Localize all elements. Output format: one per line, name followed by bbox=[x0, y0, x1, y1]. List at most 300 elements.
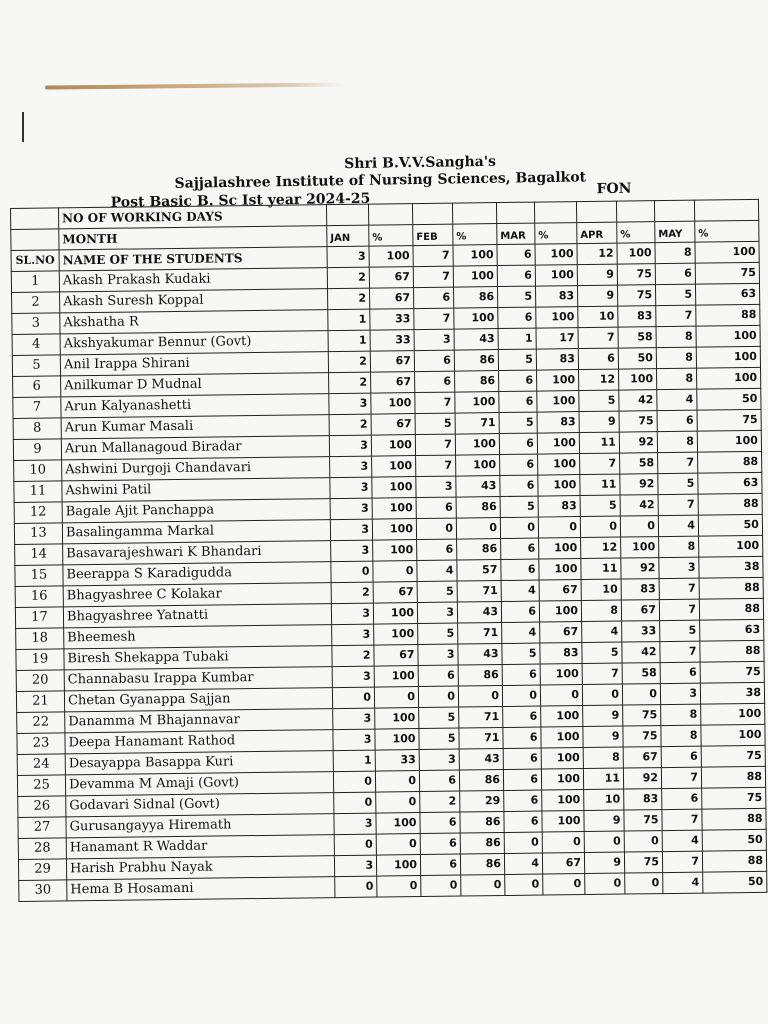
student-name: Bhagyashree C Kolakar bbox=[63, 583, 331, 607]
attendance-days: 5 bbox=[419, 728, 459, 749]
attendance-days: 5 bbox=[418, 623, 458, 644]
working-days-count: 12 bbox=[577, 243, 617, 264]
student-name: Beerappa S Karadigudda bbox=[63, 562, 331, 586]
attendance-percent: 58 bbox=[618, 327, 656, 348]
attendance-percent: 86 bbox=[454, 350, 498, 372]
attendance-percent: 17 bbox=[536, 328, 578, 350]
attendance-days: 6 bbox=[420, 833, 460, 854]
attendance-days: 3 bbox=[330, 519, 372, 541]
attendance-percent: 75 bbox=[617, 285, 655, 306]
serial-number: 25 bbox=[17, 775, 65, 797]
serial-number: 4 bbox=[12, 334, 60, 356]
attendance-days: 6 bbox=[657, 410, 697, 431]
attendance-percent: 86 bbox=[460, 833, 504, 855]
fon-tag: FON bbox=[596, 180, 632, 198]
attendance-days: 0 bbox=[584, 831, 624, 852]
attendance-percent: 75 bbox=[700, 661, 764, 683]
pen-stroke-mark bbox=[45, 82, 345, 89]
attendance-percent: 75 bbox=[624, 810, 662, 831]
working-days-percent: 100 bbox=[695, 241, 759, 263]
attendance-percent: 83 bbox=[535, 286, 577, 308]
attendance-days: 9 bbox=[577, 264, 617, 285]
attendance-percent: 86 bbox=[453, 287, 497, 309]
attendance-percent: 100 bbox=[538, 475, 580, 497]
attendance-days: 0 bbox=[335, 876, 377, 898]
attendance-days: 7 bbox=[413, 266, 453, 287]
name-header: NAME OF THE STUDENTS bbox=[59, 247, 327, 271]
attendance-percent: 71 bbox=[459, 707, 503, 729]
attendance-percent: 43 bbox=[454, 329, 498, 351]
attendance-days: 3 bbox=[419, 749, 459, 770]
attendance-percent: 100 bbox=[541, 748, 583, 770]
attendance-percent: 100 bbox=[372, 477, 416, 499]
attendance-percent: 0 bbox=[461, 875, 505, 897]
attendance-percent: 100 bbox=[696, 325, 760, 347]
attendance-percent: 33 bbox=[375, 750, 419, 772]
attendance-days: 0 bbox=[505, 874, 543, 895]
attendance-days: 3 bbox=[330, 456, 372, 478]
attendance-percent: 0 bbox=[377, 876, 421, 898]
attendance-percent: 88 bbox=[699, 598, 763, 620]
attendance-percent: 42 bbox=[619, 390, 657, 411]
institute-name: Sajjalashree Institute of Nursing Sciences, Bagalkot bbox=[174, 169, 587, 192]
attendance-percent: 100 bbox=[619, 369, 657, 390]
attendance-days: 4 bbox=[502, 622, 540, 643]
attendance-percent: 83 bbox=[538, 496, 580, 518]
attendance-percent: 100 bbox=[372, 456, 416, 478]
serial-number: 27 bbox=[18, 817, 66, 839]
course-year-text: Post Basic B. Sc Ist year 2024-25 bbox=[110, 190, 371, 211]
attendance-percent: 0 bbox=[376, 834, 420, 856]
attendance-percent: 67 bbox=[370, 288, 414, 310]
blank-cell bbox=[11, 208, 59, 230]
serial-number: 23 bbox=[17, 733, 65, 755]
attendance-percent: 67 bbox=[621, 600, 659, 621]
attendance-percent: 83 bbox=[540, 643, 582, 665]
attendance-days: 0 bbox=[500, 517, 538, 538]
serial-number: 11 bbox=[14, 481, 62, 503]
serial-number: 26 bbox=[18, 796, 66, 818]
serial-number: 1 bbox=[11, 271, 59, 293]
attendance-days: 8 bbox=[659, 536, 699, 557]
working-days-count: 6 bbox=[497, 244, 535, 265]
margin-bracket-mark bbox=[22, 112, 24, 142]
attendance-days: 6 bbox=[497, 265, 535, 286]
attendance-days: 6 bbox=[416, 497, 456, 518]
attendance-days: 4 bbox=[663, 872, 703, 893]
attendance-days: 9 bbox=[577, 285, 617, 306]
attendance-percent: 100 bbox=[455, 392, 499, 414]
blank-cell bbox=[452, 203, 496, 225]
attendance-days: 8 bbox=[656, 326, 696, 347]
attendance-days: 7 bbox=[415, 392, 455, 413]
serial-number: 5 bbox=[12, 355, 60, 377]
attendance-percent: 86 bbox=[457, 539, 501, 561]
working-days-percent: 100 bbox=[535, 244, 577, 266]
serial-number: 21 bbox=[16, 691, 64, 713]
attendance-percent: 0 bbox=[542, 832, 584, 854]
student-name: Basavarajeshwari K Bhandari bbox=[63, 541, 331, 565]
percent-header: % bbox=[535, 223, 577, 245]
attendance-percent: 100 bbox=[541, 706, 583, 728]
attendance-percent: 86 bbox=[455, 371, 499, 393]
student-name: Akash Prakash Kudaki bbox=[59, 268, 327, 292]
attendance-percent: 88 bbox=[696, 304, 760, 326]
attendance-days: 12 bbox=[579, 369, 619, 390]
serial-number: 7 bbox=[13, 397, 61, 419]
attendance-days: 2 bbox=[328, 351, 370, 373]
attendance-percent: 63 bbox=[695, 283, 759, 305]
attendance-days: 0 bbox=[332, 687, 374, 709]
student-name: Danamma M Bhajannavar bbox=[65, 709, 333, 733]
serial-number: 10 bbox=[14, 460, 62, 482]
attendance-percent: 75 bbox=[702, 787, 766, 809]
attendance-percent: 100 bbox=[537, 370, 579, 392]
attendance-days: 7 bbox=[416, 455, 456, 476]
attendance-days: 2 bbox=[332, 645, 374, 667]
attendance-percent: 100 bbox=[373, 603, 417, 625]
student-name: Deepa Hanamant Rathod bbox=[65, 730, 333, 754]
attendance-days: 7 bbox=[656, 305, 696, 326]
attendance-days: 7 bbox=[580, 453, 620, 474]
attendance-percent: 100 bbox=[697, 367, 761, 389]
attendance-percent: 0 bbox=[375, 771, 419, 793]
student-name: Ashwini Patil bbox=[62, 478, 330, 502]
attendance-percent: 88 bbox=[701, 766, 765, 788]
blank-cell bbox=[412, 203, 452, 224]
attendance-days: 1 bbox=[333, 750, 375, 772]
student-name: Arun Kalyanashetti bbox=[61, 394, 329, 418]
attendance-days: 0 bbox=[416, 518, 456, 539]
attendance-percent: 100 bbox=[538, 454, 580, 476]
working-days-percent: 100 bbox=[617, 243, 655, 264]
student-name: Bheemesh bbox=[64, 625, 332, 649]
attendance-days: 10 bbox=[584, 789, 624, 810]
attendance-days: 12 bbox=[581, 537, 621, 558]
attendance-days: 6 bbox=[419, 770, 459, 791]
attendance-days: 3 bbox=[659, 557, 699, 578]
attendance-days: 7 bbox=[415, 434, 455, 455]
attendance-days: 6 bbox=[503, 727, 541, 748]
attendance-days: 6 bbox=[500, 454, 538, 475]
student-name: Ashwini Durgoji Chandavari bbox=[62, 457, 330, 481]
attendance-days: 11 bbox=[583, 768, 623, 789]
attendance-percent: 100 bbox=[372, 498, 416, 520]
attendance-days: 7 bbox=[659, 599, 699, 620]
attendance-percent: 86 bbox=[460, 854, 504, 876]
attendance-days: 0 bbox=[418, 686, 458, 707]
attendance-percent: 67 bbox=[539, 580, 581, 602]
attendance-days: 5 bbox=[582, 642, 622, 663]
attendance-percent: 92 bbox=[619, 432, 657, 453]
attendance-percent: 57 bbox=[457, 560, 501, 582]
attendance-percent: 88 bbox=[700, 640, 764, 662]
attendance-percent: 88 bbox=[698, 451, 762, 473]
blank-cell bbox=[654, 200, 694, 221]
percent-header: % bbox=[369, 225, 413, 247]
attendance-percent: 50 bbox=[698, 514, 762, 536]
attendance-percent: 86 bbox=[459, 770, 503, 792]
attendance-days: 5 bbox=[579, 390, 619, 411]
blank-cell bbox=[616, 201, 654, 222]
attendance-days: 5 bbox=[497, 286, 535, 307]
attendance-days: 0 bbox=[585, 873, 625, 894]
attendance-days: 6 bbox=[655, 263, 695, 284]
attendance-percent: 86 bbox=[456, 497, 500, 519]
attendance-days: 6 bbox=[417, 539, 457, 560]
attendance-percent: 100 bbox=[374, 624, 418, 646]
attendance-percent: 100 bbox=[535, 265, 577, 287]
attendance-percent: 75 bbox=[623, 705, 661, 726]
attendance-days: 0 bbox=[421, 875, 461, 896]
attendance-percent: 88 bbox=[702, 850, 766, 872]
percent-header: % bbox=[617, 222, 655, 243]
attendance-days: 1 bbox=[498, 328, 536, 349]
attendance-days: 3 bbox=[329, 393, 371, 415]
attendance-percent: 75 bbox=[695, 262, 759, 284]
attendance-percent: 33 bbox=[370, 309, 414, 331]
attendance-days: 7 bbox=[659, 578, 699, 599]
attendance-days: 6 bbox=[414, 287, 454, 308]
attendance-days: 5 bbox=[499, 412, 537, 433]
attendance-percent: 75 bbox=[697, 409, 761, 431]
attendance-percent: 100 bbox=[372, 519, 416, 541]
attendance-days: 5 bbox=[502, 643, 540, 664]
serial-number: 18 bbox=[16, 628, 64, 650]
attendance-days: 0 bbox=[331, 561, 373, 583]
attendance-days: 6 bbox=[503, 706, 541, 727]
attendance-percent: 0 bbox=[373, 561, 417, 583]
attendance-percent: 83 bbox=[621, 579, 659, 600]
attendance-days: 6 bbox=[420, 812, 460, 833]
serial-number: 24 bbox=[17, 754, 65, 776]
student-name: Anilkumar D Mudnal bbox=[61, 373, 329, 397]
serial-number: 8 bbox=[13, 418, 61, 440]
attendance-percent: 0 bbox=[376, 792, 420, 814]
attendance-days: 9 bbox=[583, 705, 623, 726]
month-header-apr: APR bbox=[577, 222, 617, 243]
attendance-percent: 58 bbox=[622, 663, 660, 684]
student-name: Akshatha R bbox=[60, 310, 328, 334]
attendance-percent: 75 bbox=[624, 852, 662, 873]
attendance-days: 3 bbox=[333, 729, 375, 751]
attendance-days: 8 bbox=[661, 725, 701, 746]
attendance-days: 2 bbox=[329, 372, 371, 394]
attendance-days: 2 bbox=[331, 582, 373, 604]
attendance-days: 11 bbox=[580, 474, 620, 495]
attendance-percent: 71 bbox=[459, 728, 503, 750]
blank-cell bbox=[576, 201, 616, 222]
attendance-days: 11 bbox=[581, 558, 621, 579]
attendance-days: 8 bbox=[657, 368, 697, 389]
student-name: Anil Irappa Shirani bbox=[60, 352, 328, 376]
attendance-days: 8 bbox=[583, 747, 623, 768]
student-name: Bagale Ajit Panchappa bbox=[62, 499, 330, 523]
attendance-percent: 100 bbox=[542, 790, 584, 812]
attendance-days: 7 bbox=[661, 767, 701, 788]
attendance-percent: 42 bbox=[620, 495, 658, 516]
attendance-days: 6 bbox=[499, 391, 537, 412]
attendance-percent: 0 bbox=[458, 686, 502, 708]
month-header-may: MAY bbox=[655, 221, 695, 242]
attendance-days: 3 bbox=[332, 624, 374, 646]
attendance-percent: 100 bbox=[621, 537, 659, 558]
attendance-percent: 100 bbox=[375, 708, 419, 730]
attendance-days: 0 bbox=[580, 516, 620, 537]
attendance-days: 6 bbox=[501, 538, 539, 559]
attendance-percent: 71 bbox=[457, 581, 501, 603]
attendance-days: 8 bbox=[657, 431, 697, 452]
attendance-days: 0 bbox=[582, 684, 622, 705]
blank-cell bbox=[326, 204, 368, 226]
month-header-mar: MAR bbox=[497, 223, 535, 244]
attendance-days: 1 bbox=[328, 309, 370, 331]
serial-number: 6 bbox=[13, 376, 61, 398]
attendance-days: 2 bbox=[329, 414, 371, 436]
attendance-percent: 33 bbox=[370, 330, 414, 352]
attendance-days: 6 bbox=[500, 475, 538, 496]
attendance-percent: 86 bbox=[458, 665, 502, 687]
attendance-days: 7 bbox=[660, 641, 700, 662]
serial-number: 15 bbox=[15, 565, 63, 587]
attendance-days: 0 bbox=[502, 685, 540, 706]
attendance-days: 7 bbox=[658, 452, 698, 473]
attendance-percent: 63 bbox=[698, 472, 762, 494]
attendance-days: 0 bbox=[334, 834, 376, 856]
student-name: Akshyakumar Bennur (Govt) bbox=[60, 331, 328, 355]
attendance-percent: 92 bbox=[620, 474, 658, 495]
attendance-percent: 43 bbox=[457, 602, 501, 624]
attendance-days: 3 bbox=[416, 476, 456, 497]
student-name: Gurusangayya Hiremath bbox=[66, 814, 334, 838]
serial-number: 13 bbox=[14, 523, 62, 545]
attendance-days: 6 bbox=[420, 854, 460, 875]
student-name: Biresh Shekappa Tubaki bbox=[64, 646, 332, 670]
attendance-percent: 50 bbox=[703, 871, 767, 893]
attendance-percent: 0 bbox=[374, 687, 418, 709]
attendance-days: 2 bbox=[328, 288, 370, 310]
slno-header: SL.NO bbox=[11, 250, 59, 272]
attendance-days: 6 bbox=[415, 371, 455, 392]
working-days-count: 7 bbox=[413, 245, 453, 266]
attendance-percent: 67 bbox=[540, 622, 582, 644]
attendance-days: 6 bbox=[498, 307, 536, 328]
attendance-days: 3 bbox=[417, 602, 457, 623]
serial-number: 17 bbox=[15, 607, 63, 629]
percent-header: % bbox=[695, 220, 759, 242]
attendance-days: 3 bbox=[333, 708, 375, 730]
attendance-sheet bbox=[10, 199, 767, 902]
attendance-percent: 100 bbox=[539, 538, 581, 560]
attendance-days: 5 bbox=[660, 620, 700, 641]
attendance-days: 6 bbox=[661, 746, 701, 767]
attendance-days: 6 bbox=[502, 664, 540, 685]
attendance-days: 8 bbox=[661, 704, 701, 725]
attendance-percent: 100 bbox=[455, 434, 499, 456]
attendance-days: 3 bbox=[331, 603, 373, 625]
attendance-days: 3 bbox=[330, 498, 372, 520]
serial-number: 30 bbox=[19, 880, 67, 902]
attendance-days: 8 bbox=[656, 347, 696, 368]
attendance-days: 6 bbox=[504, 790, 542, 811]
attendance-days: 9 bbox=[583, 726, 623, 747]
attendance-days: 3 bbox=[660, 683, 700, 704]
attendance-percent: 100 bbox=[541, 727, 583, 749]
attendance-percent: 42 bbox=[622, 642, 660, 663]
serial-number: 19 bbox=[16, 649, 64, 671]
attendance-days: 5 bbox=[419, 707, 459, 728]
attendance-percent: 100 bbox=[701, 724, 765, 746]
attendance-days: 4 bbox=[658, 515, 698, 536]
attendance-days: 6 bbox=[418, 665, 458, 686]
attendance-percent: 83 bbox=[536, 349, 578, 371]
attendance-days: 3 bbox=[414, 329, 454, 350]
attendance-days: 6 bbox=[501, 559, 539, 580]
attendance-days: 5 bbox=[580, 495, 620, 516]
attendance-percent: 100 bbox=[376, 855, 420, 877]
attendance-days: 11 bbox=[579, 432, 619, 453]
attendance-days: 7 bbox=[578, 327, 618, 348]
attendance-percent: 67 bbox=[623, 747, 661, 768]
student-name: Hema B Hosamani bbox=[67, 877, 335, 901]
student-name: Hanamant R Waddar bbox=[66, 835, 334, 859]
attendance-percent: 71 bbox=[455, 413, 499, 435]
attendance-percent: 100 bbox=[540, 664, 582, 686]
attendance-percent: 100 bbox=[539, 601, 581, 623]
attendance-days: 5 bbox=[415, 413, 455, 434]
blank-cell bbox=[368, 204, 412, 226]
attendance-percent: 100 bbox=[696, 346, 760, 368]
attendance-days: 6 bbox=[662, 788, 702, 809]
attendance-days: 9 bbox=[584, 810, 624, 831]
attendance-percent: 100 bbox=[454, 308, 498, 330]
blank-cell bbox=[694, 199, 758, 221]
attendance-percent: 100 bbox=[701, 703, 765, 725]
attendance-days: 5 bbox=[498, 349, 536, 370]
month-label: MONTH bbox=[59, 226, 327, 250]
attendance-days: 4 bbox=[582, 621, 622, 642]
student-name: Godavari Sidnal (Govt) bbox=[66, 793, 334, 817]
attendance-percent: 88 bbox=[698, 493, 762, 515]
attendance-percent: 67 bbox=[373, 582, 417, 604]
serial-number: 20 bbox=[16, 670, 64, 692]
attendance-days: 0 bbox=[504, 832, 542, 853]
attendance-table bbox=[10, 199, 767, 902]
attendance-percent: 50 bbox=[697, 388, 761, 410]
working-days-percent: 100 bbox=[369, 246, 413, 268]
attendance-days: 3 bbox=[334, 813, 376, 835]
serial-number: 12 bbox=[14, 502, 62, 524]
attendance-percent: 75 bbox=[701, 745, 765, 767]
serial-number: 3 bbox=[12, 313, 60, 335]
attendance-days: 6 bbox=[578, 348, 618, 369]
attendance-percent: 33 bbox=[622, 621, 660, 642]
attendance-percent: 92 bbox=[621, 558, 659, 579]
attendance-days: 8 bbox=[581, 600, 621, 621]
attendance-percent: 43 bbox=[458, 644, 502, 666]
working-days-count: 8 bbox=[655, 242, 695, 263]
serial-number: 22 bbox=[17, 712, 65, 734]
attendance-percent: 0 bbox=[456, 518, 500, 540]
attendance-percent: 92 bbox=[623, 768, 661, 789]
student-name: Basalingamma Markal bbox=[62, 520, 330, 544]
serial-number: 28 bbox=[18, 838, 66, 860]
attendance-percent: 0 bbox=[620, 516, 658, 537]
attendance-percent: 83 bbox=[537, 412, 579, 434]
working-days-percent: 100 bbox=[453, 245, 497, 267]
blank-cell bbox=[534, 202, 576, 224]
attendance-percent: 100 bbox=[453, 266, 497, 288]
